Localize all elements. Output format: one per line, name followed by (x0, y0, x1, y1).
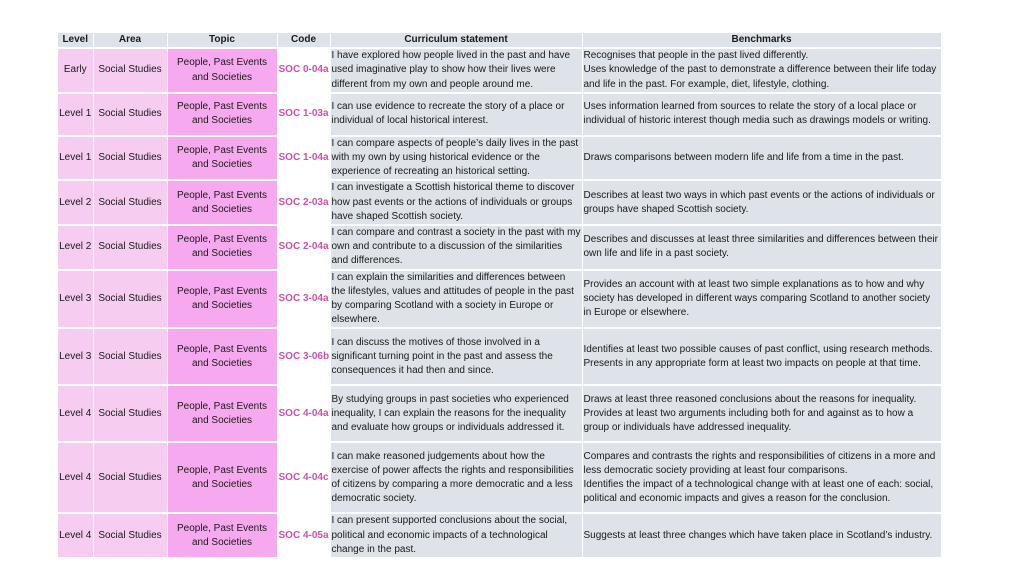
cell-statement: I can discuss the motives of those involved in a significant turning point in the past and assess the consequences it had then and since. (330, 328, 582, 385)
header-area: Area (93, 33, 167, 48)
cell-statement: I can compare and contrast a society in the past with my own and contribute to a discussion of the similarities and differences. (330, 225, 582, 270)
header-topic: Topic (167, 33, 277, 48)
curriculum-table-container (58, 33, 941, 559)
table-row (58, 385, 941, 442)
cell-code: SOC 0-04a (277, 48, 330, 93)
cell-statement: I can make reasoned judgements about how the exercise of power affects the rights and responsibilities of citizens by comparing a more democratic and a less democratic society. (330, 442, 582, 513)
cell-area: Social Studies (93, 385, 167, 442)
table-header-row (58, 33, 941, 48)
cell-area: Social Studies (93, 48, 167, 93)
cell-benchmarks: Describes and discusses at least three similarities and differences between their own life and life in a past society. (582, 225, 941, 270)
table-row (58, 442, 941, 513)
cell-level: Level 4 (58, 442, 93, 513)
cell-area: Social Studies (93, 328, 167, 385)
cell-topic: People, Past Events and Societies (167, 442, 277, 513)
table-row (58, 48, 941, 93)
cell-topic: People, Past Events and Societies (167, 385, 277, 442)
cell-statement: I can compare aspects of people’s daily lives in the past with my own by using historical evidence or the experience of recreating an historical setting. (330, 136, 582, 181)
cell-level: Level 3 (58, 328, 93, 385)
cell-topic: People, Past Events and Societies (167, 93, 277, 136)
cell-benchmarks: Compares and contrasts the rights and responsibilities of citizens in a more and less democratic society providing at least four comparisons. Identifies the impact of a technological change with at least one of each: social, political and economic impacts and gives a reason for the conclusion. (582, 442, 941, 513)
cell-benchmarks: Draws at least three reasoned conclusions about the reasons for inequality. Provides at least two arguments including both for and against as to how a group or individuals have addressed inequality. (582, 385, 941, 442)
cell-level: Level 1 (58, 136, 93, 181)
cell-code: SOC 1-03a (277, 93, 330, 136)
header-benchmarks: Benchmarks (582, 33, 941, 48)
cell-benchmarks: Recognises that people in the past lived differently. Uses knowledge of the past to demonstrate a difference between their life today and life in the past. For example, diet, lifestyle, clothing. (582, 48, 941, 93)
cell-code: SOC 4-04a (277, 385, 330, 442)
cell-code: SOC 2-04a (277, 225, 330, 270)
cell-statement: I can investigate a Scottish historical theme to discover how past events or the actions of individuals or groups have shaped Scottish society. (330, 180, 582, 225)
cell-statement: I can present supported conclusions about the social, political and economic impacts of a technological change in the past. (330, 513, 582, 558)
cell-topic: People, Past Events and Societies (167, 513, 277, 558)
cell-benchmarks: Uses information learned from sources to relate the story of a local place or individual of historic interest though media such as drawings models or writing. (582, 93, 941, 136)
cell-level: Level 4 (58, 513, 93, 558)
cell-code: SOC 1-04a (277, 136, 330, 181)
cell-level: Level 3 (58, 270, 93, 329)
cell-benchmarks: Provides an account with at least two simple explanations as to how and why society has developed in different ways comparing Scotland to another society in Europe or elsewhere. (582, 270, 941, 329)
curriculum-table (58, 33, 942, 559)
table-row (58, 270, 941, 329)
cell-benchmarks: Describes at least two ways in which past events or the actions of individuals or groups have shaped Scottish society. (582, 180, 941, 225)
table-row (58, 328, 941, 385)
header-code: Code (277, 33, 330, 48)
cell-benchmarks: Suggests at least three changes which have taken place in Scotland’s industry. (582, 513, 941, 558)
cell-level: Level 1 (58, 93, 93, 136)
cell-statement: I can explain the similarities and differences between the lifestyles, values and attitudes of people in the past by comparing Scotland with a society in Europe or elsewhere. (330, 270, 582, 329)
header-level: Level (58, 33, 93, 48)
cell-topic: People, Past Events and Societies (167, 328, 277, 385)
table-row (58, 180, 941, 225)
cell-topic: People, Past Events and Societies (167, 180, 277, 225)
cell-statement: I can use evidence to recreate the story of a place or individual of local historical interest. (330, 93, 582, 136)
cell-area: Social Studies (93, 93, 167, 136)
cell-area: Social Studies (93, 180, 167, 225)
cell-area: Social Studies (93, 442, 167, 513)
cell-area: Social Studies (93, 136, 167, 181)
cell-statement: I have explored how people lived in the past and have used imaginative play to show how their lives were different from my own and people around me. (330, 48, 582, 93)
cell-topic: People, Past Events and Societies (167, 136, 277, 181)
cell-level: Level 2 (58, 180, 93, 225)
table-row (58, 136, 941, 181)
table-row (58, 225, 941, 270)
cell-code: SOC 4-05a (277, 513, 330, 558)
cell-benchmarks: Identifies at least two possible causes of past conflict, using research methods. Presents in any appropriate form at least two impacts on people at that time. (582, 328, 941, 385)
cell-level: Early (58, 48, 93, 93)
cell-area: Social Studies (93, 225, 167, 270)
header-statement: Curriculum statement (330, 33, 582, 48)
cell-code: SOC 4-04c (277, 442, 330, 513)
cell-code: SOC 3-06b (277, 328, 330, 385)
table-row (58, 93, 941, 136)
cell-code: SOC 2-03a (277, 180, 330, 225)
cell-topic: People, Past Events and Societies (167, 225, 277, 270)
cell-area: Social Studies (93, 270, 167, 329)
cell-level: Level 4 (58, 385, 93, 442)
cell-benchmarks: Draws comparisons between modern life and life from a time in the past. (582, 136, 941, 181)
cell-level: Level 2 (58, 225, 93, 270)
table-row (58, 513, 941, 558)
cell-topic: People, Past Events and Societies (167, 48, 277, 93)
cell-topic: People, Past Events and Societies (167, 270, 277, 329)
cell-code: SOC 3-04a (277, 270, 330, 329)
cell-area: Social Studies (93, 513, 167, 558)
cell-statement: By studying groups in past societies who experienced inequality, I can explain the reasons for the inequality and evaluate how groups or individuals addressed it. (330, 385, 582, 442)
